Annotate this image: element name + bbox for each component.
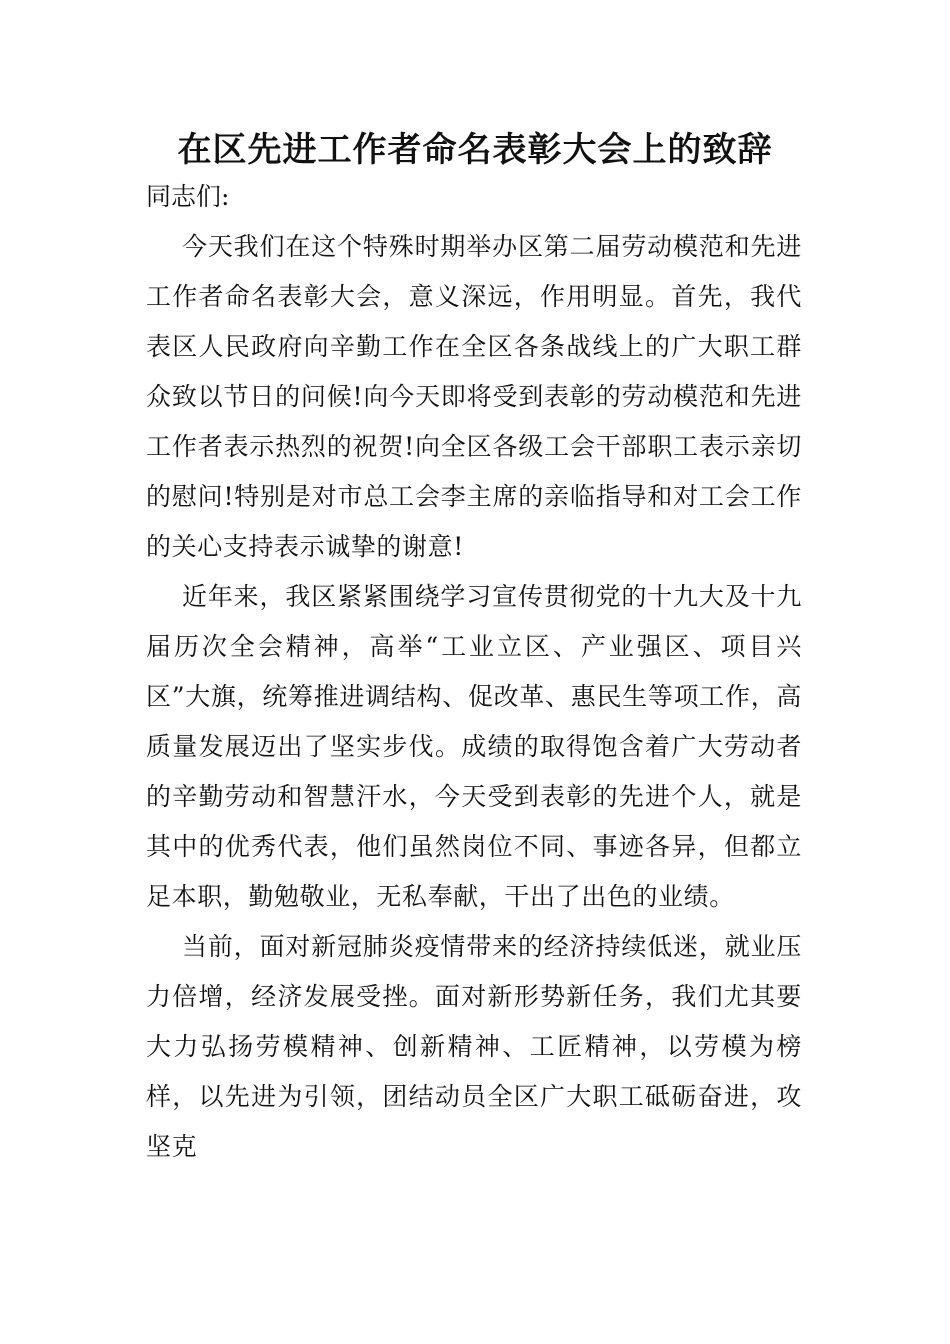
document-title: 在区先进工作者命名表彰大会上的致辞 bbox=[177, 130, 773, 170]
paragraph-3: 当前，面对新冠肺炎疫情带来的经济持续低迷，就业压力倍增，经济发展受挫。面对新形势新任务，我们尤其要大力弘扬劳模精神、创新精神、工匠精神，以劳模为榜样，以先进为引领，团结动员全区广大职工砥砺奋进，攻坚克 bbox=[146, 932, 802, 1161]
document-body bbox=[146, 172, 802, 1172]
salutation: 同志们: bbox=[146, 182, 230, 211]
paragraph-2: 近年来，我区紧紧围绕学习宣传贯彻党的十九大及十九届历次全会精神，高举“工业立区、产业强区、项目兴区”大旗，统筹推进调结构、促改革、惠民生等项工作，高质量发展迈出了坚实步伐。成绩的取得饱含着广大劳动者的辛勤劳动和智慧汗水，今天受到表彰的先进个人，就是其中的优秀代表，他们虽然岗位不同、事迹各异，但都立足本职，勤勉敬业，无私奉献，干出了出色的业绩。 bbox=[146, 582, 802, 911]
paragraph-1: 今天我们在这个特殊时期举办区第二届劳动模范和先进工作者命名表彰大会，意义深远，作用明显。首先，我代表区人民政府向辛勤工作在全区各条战线上的广大职工群众致以节日的问候!向今天即将受到表彰的劳动模范和先进工作者表示热烈的祝贺!向全区各级工会干部职工表示亲切的慰问!特别是对市总工会李主席的亲临指导和对工会工作的关心支持表示诚挚的谢意! bbox=[146, 232, 802, 561]
